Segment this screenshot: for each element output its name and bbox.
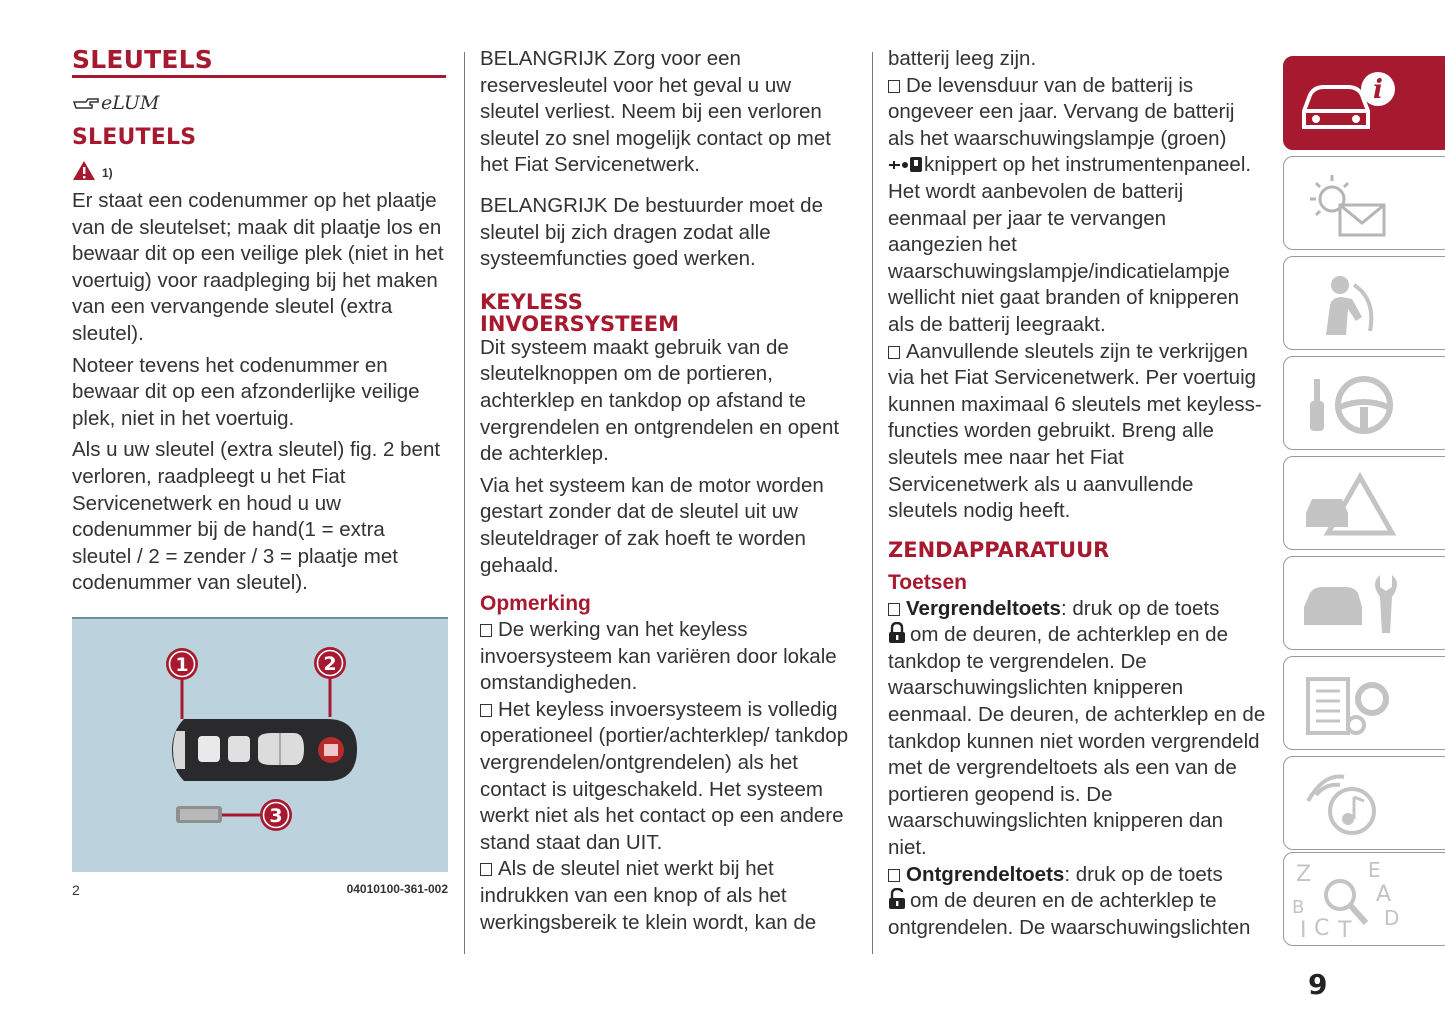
button-label: Vergrendeltoets (906, 596, 1061, 620)
list-text: : druk op de toets (1060, 596, 1220, 620)
index-letter: D (1384, 906, 1400, 930)
unlock-icon (888, 888, 906, 910)
tab-maintenance[interactable] (1283, 556, 1445, 650)
figure-number: 2 (72, 881, 80, 898)
checkbox-bullet-icon (480, 704, 492, 717)
index-letter: B (1292, 897, 1305, 918)
section-subtitle: SLEUTELS (72, 125, 197, 150)
warning-triangle-car-icon (1296, 465, 1406, 541)
index-search-icon (1288, 857, 1408, 937)
column-divider (464, 52, 465, 954)
key-figure (72, 617, 448, 872)
svg-text:i: i (1373, 75, 1383, 105)
index-letter: Z (1296, 862, 1312, 887)
tab-emergency[interactable] (1283, 456, 1445, 550)
index-letter: E (1368, 858, 1381, 882)
figure-caption (72, 882, 448, 898)
key-pointer-logo (72, 92, 448, 114)
heading-line: KEYLESS (480, 289, 583, 314)
tab-starting-driving[interactable] (1283, 356, 1445, 450)
document-gear-icon (1296, 665, 1406, 741)
logo-text: eLUM (101, 92, 160, 114)
list-text: De levensduur van de batterij is ongeveer een jaar. Vervang de batterij als het waarschuwingslampje (groen) (888, 73, 1235, 150)
light-envelope-icon (1296, 165, 1406, 241)
index-letter: T (1338, 918, 1352, 937)
tab-technical-data[interactable] (1283, 656, 1445, 750)
note-item (480, 697, 856, 857)
note-item (480, 856, 856, 936)
note-text: Als de sleutel niet werkt bij het indrukken van een knop of als het werkingsbereik te klein wordt, kan de (480, 857, 817, 934)
key-steering-wheel-icon (1296, 365, 1406, 441)
checkbox-bullet-icon (888, 346, 900, 359)
warning-triangle-icon (72, 160, 96, 181)
index-letter: I (1300, 918, 1307, 937)
button-label: Ontgrendeltoets (906, 862, 1065, 886)
index-letter: C (1314, 916, 1330, 937)
list-text: om de deuren, de achterklep en de tankdop te vergrendelen. De waarschuwingslichten knipperen eenmaal. De deuren, de achterklep en de tankdop kunnen niet worden vergrendeld met de vergrendeltoets als een van de portieren geopend is. De waarschuwingslichten knipperen dan niet. (888, 623, 1266, 860)
tab-car-info[interactable] (1283, 56, 1445, 150)
list-text: knippert op het instrumentenpaneel. Het wordt aanbevolen de batterij eenmaal per jaar te vervangen aangezien het waarschuwingslampje/indicatielampje wellicht niet gaat branden of knipperen als de batterij leegraakt. (888, 153, 1252, 336)
checkbox-bullet-icon (888, 80, 900, 93)
car-info-icon (1296, 65, 1406, 141)
list-text: : druk op de toets (1064, 862, 1223, 886)
paragraph: Via het systeem kan de motor worden gestart zonder dat de sleutel uit uw sleuteldrager of zak hoeft te worden gehaald. (480, 473, 824, 577)
paragraph: Dit systeem maakt gebruik van de sleutelknoppen om de portieren, achterklep en tankdop op afstand te vergrendelen en ontgrendelen en opent de achterklep. (480, 335, 840, 466)
tab-index[interactable] (1283, 852, 1445, 946)
car-wrench-icon (1296, 565, 1406, 641)
callout-3-label: 3 (269, 804, 283, 827)
tab-safety[interactable] (1283, 256, 1445, 350)
tab-multimedia[interactable] (1283, 756, 1445, 850)
list-text: Aanvullende sleutels zijn te verkrijgen via het Fiat Servicenetwerk. Per voertuig kunnen maximaal 6 sleutels met keyless-functies worden gebruikt. Breng alle sleutels mee naar het Fiat Servicenetwerk als u aanvullende sleutels nodig heeft. (888, 339, 1262, 523)
note-text: De werking van het keyless invoersysteem kan variëren door lokale omstandigheden. (480, 618, 837, 695)
index-letter: A (1376, 882, 1392, 907)
key-battery-warning-icon (888, 155, 924, 173)
column-right (888, 46, 1266, 941)
note-text: Het keyless invoersysteem is volledig operationeel (portier/achterklep/ tankdop vergrendelen/ontgrendelen) als het contact is uitgeschakeld. Het systeem werkt niet als het contact op een andere stand staat dan UIT. (480, 697, 849, 854)
tab-lights-messages[interactable] (1283, 156, 1445, 250)
column-divider (872, 52, 873, 954)
callout-1-label: 1 (175, 653, 189, 676)
paragraph: Er staat een codenummer op het plaatje van de sleutelset; maak dit plaatje los en bewaar dit op een veilige plek (niet in het voertuig) voor raadpleging bij het maken van een vervangende sleutel (extra sleutel). (72, 189, 444, 345)
list-item (888, 596, 1266, 862)
column-middle (480, 46, 856, 936)
seat-belt-person-icon (1296, 265, 1406, 341)
note-heading: Opmerking (480, 592, 591, 616)
paragraph: batterij leeg zijn. (888, 47, 1037, 70)
checkbox-bullet-icon (888, 869, 900, 882)
title-underline (72, 75, 446, 78)
list-item (888, 339, 1266, 525)
lock-icon (888, 622, 906, 644)
checkbox-bullet-icon (480, 863, 492, 876)
note-item (480, 617, 856, 697)
warning-row (72, 158, 448, 182)
key-fob-illustration (72, 619, 448, 872)
hand-pointer-icon (72, 93, 100, 113)
warning-reference: 1) (102, 166, 113, 180)
checkbox-bullet-icon (480, 624, 492, 637)
checkbox-bullet-icon (888, 603, 900, 616)
list-text: om de deuren en de achterklep te ontgrendelen. De waarschuwingslichten (888, 889, 1251, 939)
paragraph: BELANGRIJK Zorg voor een reservesleutel voor het geval u uw sleutel verliest. Neem bij een verloren sleutel zo snel mogelijk contact op met het Fiat Servicenetwerk. (480, 47, 831, 177)
column-left (72, 46, 448, 898)
section-title: SLEUTELS (72, 45, 213, 74)
figure-code: 04010100-361-002 (346, 881, 448, 896)
heading-line: INVOERSYSTEEM (480, 311, 680, 336)
music-signal-icon (1296, 765, 1406, 841)
paragraph: Als u uw sleutel (extra sleutel) fig. 2 bent verloren, raadpleegt u het Fiat Servicenetwerk en houd u uw codenummer bij de hand(1 = extra sleutel / 2 = zender / 3 = plaatje met codenummer van sleutel). (72, 438, 441, 595)
list-item (888, 862, 1266, 942)
section-heading (480, 291, 856, 335)
subsection-heading: Toetsen (888, 570, 967, 594)
callout-2-label: 2 (323, 652, 337, 675)
page-number: 9 (1308, 968, 1328, 1001)
paragraph: BELANGRIJK De bestuurder moet de sleutel bij zich dragen zodat alle systeemfuncties goed werken. (480, 193, 823, 271)
section-heading: ZENDAPPARATUUR (888, 537, 1110, 562)
list-item (888, 73, 1266, 339)
paragraph: Noteer tevens het codenummer en bewaar dit op een afzonderlijke veilige plek, niet in het voertuig. (72, 353, 420, 430)
